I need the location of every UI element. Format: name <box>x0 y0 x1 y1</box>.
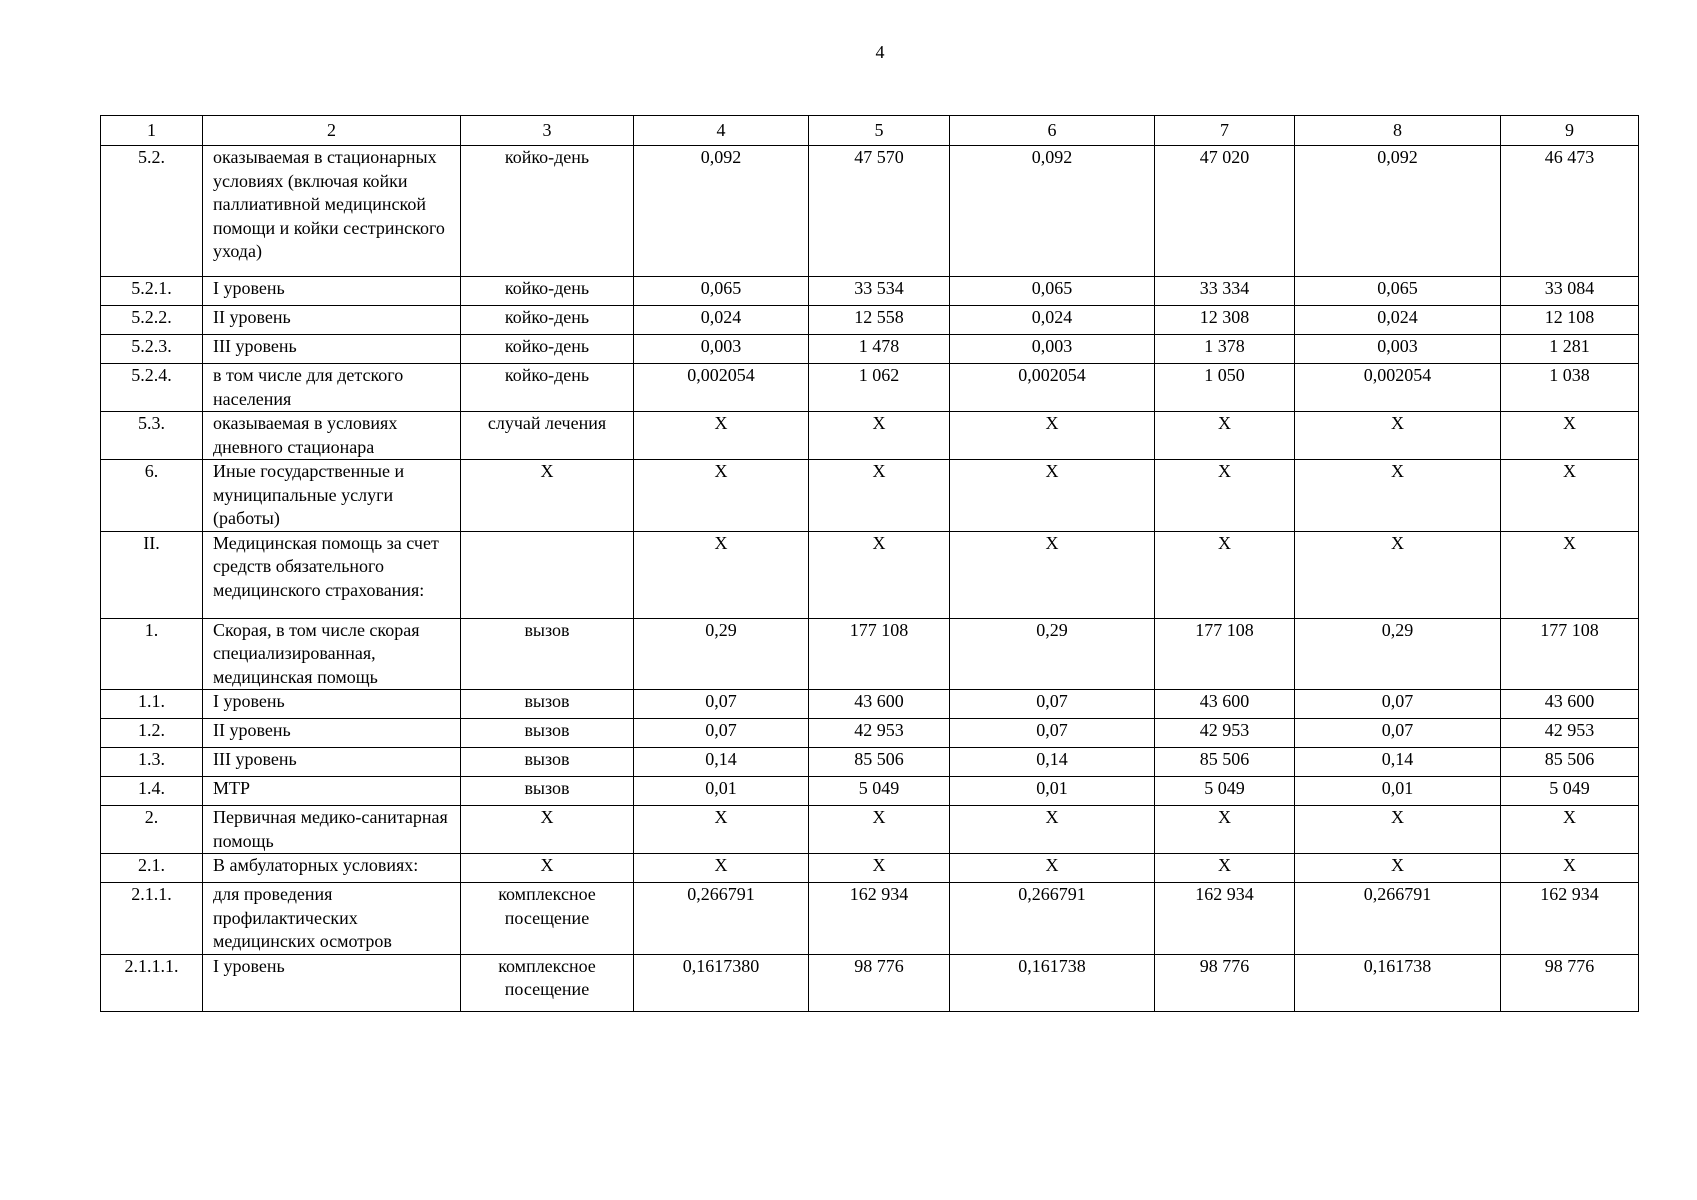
column-header: 9 <box>1501 116 1639 146</box>
row-value-cell: 0,024 <box>634 306 809 335</box>
row-value-cell: 1 038 <box>1501 364 1639 412</box>
row-value-cell: 162 934 <box>1501 883 1639 955</box>
row-value-cell: 0,29 <box>634 618 809 690</box>
row-number-cell: 1. <box>101 618 203 690</box>
row-value-cell: 0,266791 <box>634 883 809 955</box>
row-name-cell: I уровень <box>203 690 461 719</box>
row-value-cell: 85 506 <box>809 748 950 777</box>
row-value-cell: 0,1617380 <box>634 954 809 1011</box>
row-number-cell: 5.3. <box>101 412 203 460</box>
row-unit-cell: койко-день <box>461 277 634 306</box>
row-value-cell: 0,01 <box>950 777 1155 806</box>
row-value-cell: 42 953 <box>1155 719 1295 748</box>
table-row <box>101 460 1639 532</box>
row-value-cell: X <box>634 412 809 460</box>
row-name-cell: II уровень <box>203 306 461 335</box>
row-value-cell: 0,161738 <box>950 954 1155 1011</box>
row-value-cell: 0,07 <box>1295 690 1501 719</box>
row-value-cell: 0,14 <box>950 748 1155 777</box>
table-row <box>101 777 1639 806</box>
row-name-cell: III уровень <box>203 748 461 777</box>
row-value-cell: X <box>1155 531 1295 618</box>
row-value-cell: 46 473 <box>1501 146 1639 277</box>
row-name-cell: в том числе для детского населения <box>203 364 461 412</box>
row-unit-cell: койко-день <box>461 364 634 412</box>
table-row <box>101 954 1639 1011</box>
column-header: 1 <box>101 116 203 146</box>
row-value-cell: 1 281 <box>1501 335 1639 364</box>
row-value-cell: 43 600 <box>809 690 950 719</box>
row-value-cell: 177 108 <box>1155 618 1295 690</box>
row-value-cell: 1 478 <box>809 335 950 364</box>
row-value-cell: X <box>809 531 950 618</box>
row-number-cell: 2.1.1. <box>101 883 203 955</box>
row-value-cell: 1 050 <box>1155 364 1295 412</box>
row-value-cell: X <box>634 531 809 618</box>
row-unit-cell: X <box>461 460 634 532</box>
row-value-cell: 5 049 <box>1155 777 1295 806</box>
table-row <box>101 335 1639 364</box>
row-unit-cell <box>461 531 634 618</box>
row-value-cell: X <box>634 806 809 854</box>
row-value-cell: X <box>1155 806 1295 854</box>
row-value-cell: 0,07 <box>634 690 809 719</box>
row-value-cell: 177 108 <box>1501 618 1639 690</box>
row-value-cell: 162 934 <box>1155 883 1295 955</box>
table-row <box>101 364 1639 412</box>
row-value-cell: 0,01 <box>1295 777 1501 806</box>
row-unit-cell: койко-день <box>461 335 634 364</box>
row-name-cell: III уровень <box>203 335 461 364</box>
row-value-cell: 162 934 <box>809 883 950 955</box>
row-value-cell: X <box>1155 854 1295 883</box>
row-unit-cell: X <box>461 806 634 854</box>
row-number-cell: 1.1. <box>101 690 203 719</box>
row-number-cell: II. <box>101 531 203 618</box>
table-row <box>101 306 1639 335</box>
row-unit-cell: комплексное посещение <box>461 883 634 955</box>
row-name-cell: оказываемая в стационарных условиях (включая койки паллиативной медицинской помощи и койки сестринского ухода) <box>203 146 461 277</box>
row-name-cell: оказываемая в условиях дневного стационара <box>203 412 461 460</box>
row-value-cell: 0,092 <box>950 146 1155 277</box>
row-value-cell: 0,024 <box>1295 306 1501 335</box>
row-number-cell: 2. <box>101 806 203 854</box>
column-header: 2 <box>203 116 461 146</box>
row-number-cell: 1.3. <box>101 748 203 777</box>
row-value-cell: 12 308 <box>1155 306 1295 335</box>
row-value-cell: 0,065 <box>634 277 809 306</box>
row-value-cell: X <box>634 460 809 532</box>
row-value-cell: 0,002054 <box>1295 364 1501 412</box>
row-value-cell: 0,003 <box>634 335 809 364</box>
row-value-cell: X <box>809 412 950 460</box>
row-value-cell: 0,024 <box>950 306 1155 335</box>
row-name-cell: Первичная медико-санитарная помощь <box>203 806 461 854</box>
row-value-cell: 177 108 <box>809 618 950 690</box>
row-value-cell: 0,161738 <box>1295 954 1501 1011</box>
row-name-cell: Скорая, в том числе скорая специализированная, медицинская помощь <box>203 618 461 690</box>
row-name-cell: I уровень <box>203 954 461 1011</box>
row-value-cell: X <box>1501 854 1639 883</box>
row-value-cell: 98 776 <box>809 954 950 1011</box>
row-number-cell: 2.1.1.1. <box>101 954 203 1011</box>
row-value-cell: 0,266791 <box>950 883 1155 955</box>
row-value-cell: 85 506 <box>1501 748 1639 777</box>
row-value-cell: 0,065 <box>950 277 1155 306</box>
row-value-cell: 0,07 <box>1295 719 1501 748</box>
row-unit-cell: комплексное посещение <box>461 954 634 1011</box>
table-row <box>101 719 1639 748</box>
column-header: 4 <box>634 116 809 146</box>
row-value-cell: 0,065 <box>1295 277 1501 306</box>
row-value-cell: 98 776 <box>1155 954 1295 1011</box>
row-unit-cell: койко-день <box>461 306 634 335</box>
row-value-cell: X <box>809 806 950 854</box>
row-value-cell: 0,14 <box>634 748 809 777</box>
table-row <box>101 618 1639 690</box>
row-value-cell: X <box>1295 460 1501 532</box>
row-number-cell: 5.2.1. <box>101 277 203 306</box>
row-value-cell: 1 062 <box>809 364 950 412</box>
row-name-cell: II уровень <box>203 719 461 748</box>
table-row <box>101 806 1639 854</box>
row-value-cell: 0,29 <box>1295 618 1501 690</box>
row-name-cell: I уровень <box>203 277 461 306</box>
row-value-cell: 0,002054 <box>950 364 1155 412</box>
row-value-cell: 43 600 <box>1155 690 1295 719</box>
row-value-cell: 42 953 <box>1501 719 1639 748</box>
table-row <box>101 854 1639 883</box>
row-name-cell: для проведения профилактических медицинских осмотров <box>203 883 461 955</box>
row-value-cell: 5 049 <box>809 777 950 806</box>
row-number-cell: 6. <box>101 460 203 532</box>
row-value-cell: 0,29 <box>950 618 1155 690</box>
row-name-cell: Медицинская помощь за счет средств обязательного медицинского страхования: <box>203 531 461 618</box>
row-name-cell: МТР <box>203 777 461 806</box>
row-value-cell: X <box>1295 412 1501 460</box>
table-header-row <box>101 116 1639 146</box>
row-value-cell: 0,092 <box>1295 146 1501 277</box>
row-value-cell: 0,01 <box>634 777 809 806</box>
row-value-cell: X <box>634 854 809 883</box>
row-value-cell: X <box>1501 531 1639 618</box>
row-unit-cell: случай лечения <box>461 412 634 460</box>
row-value-cell: X <box>950 854 1155 883</box>
row-value-cell: X <box>1155 460 1295 532</box>
column-header: 5 <box>809 116 950 146</box>
row-value-cell: 47 020 <box>1155 146 1295 277</box>
row-value-cell: X <box>1501 806 1639 854</box>
table-row <box>101 531 1639 618</box>
row-value-cell: 12 558 <box>809 306 950 335</box>
row-value-cell: X <box>1295 531 1501 618</box>
row-value-cell: 1 378 <box>1155 335 1295 364</box>
row-unit-cell: вызов <box>461 748 634 777</box>
row-value-cell: X <box>1501 412 1639 460</box>
row-value-cell: 33 534 <box>809 277 950 306</box>
row-number-cell: 1.2. <box>101 719 203 748</box>
row-number-cell: 5.2.3. <box>101 335 203 364</box>
row-number-cell: 5.2. <box>101 146 203 277</box>
row-value-cell: X <box>1295 806 1501 854</box>
row-value-cell: 43 600 <box>1501 690 1639 719</box>
row-value-cell: X <box>950 412 1155 460</box>
row-unit-cell: вызов <box>461 690 634 719</box>
row-unit-cell: вызов <box>461 618 634 690</box>
row-unit-cell: вызов <box>461 777 634 806</box>
row-unit-cell: койко-день <box>461 146 634 277</box>
row-value-cell: 33 334 <box>1155 277 1295 306</box>
row-value-cell: 5 049 <box>1501 777 1639 806</box>
row-value-cell: 0,003 <box>1295 335 1501 364</box>
row-unit-cell: вызов <box>461 719 634 748</box>
row-value-cell: X <box>950 806 1155 854</box>
table-row <box>101 277 1639 306</box>
row-unit-cell: X <box>461 854 634 883</box>
row-name-cell: Иные государственные и муниципальные услуги (работы) <box>203 460 461 532</box>
column-header: 8 <box>1295 116 1501 146</box>
row-value-cell: X <box>809 854 950 883</box>
row-value-cell: 42 953 <box>809 719 950 748</box>
row-value-cell: 0,092 <box>634 146 809 277</box>
table-row <box>101 883 1639 955</box>
table-row <box>101 146 1639 277</box>
column-header: 6 <box>950 116 1155 146</box>
row-value-cell: 0,07 <box>950 719 1155 748</box>
row-value-cell: 0,002054 <box>634 364 809 412</box>
table-row <box>101 690 1639 719</box>
row-value-cell: 47 570 <box>809 146 950 277</box>
row-value-cell: X <box>1295 854 1501 883</box>
row-number-cell: 2.1. <box>101 854 203 883</box>
row-number-cell: 5.2.4. <box>101 364 203 412</box>
row-value-cell: 0,07 <box>634 719 809 748</box>
row-value-cell: 0,07 <box>950 690 1155 719</box>
row-value-cell: X <box>809 460 950 532</box>
column-header: 7 <box>1155 116 1295 146</box>
row-value-cell: 12 108 <box>1501 306 1639 335</box>
row-value-cell: 0,003 <box>950 335 1155 364</box>
row-value-cell: X <box>950 460 1155 532</box>
row-value-cell: X <box>1155 412 1295 460</box>
table-row <box>101 412 1639 460</box>
row-value-cell: 0,14 <box>1295 748 1501 777</box>
row-value-cell: X <box>950 531 1155 618</box>
row-value-cell: 98 776 <box>1501 954 1639 1011</box>
row-value-cell: 0,266791 <box>1295 883 1501 955</box>
row-name-cell: В амбулаторных условиях: <box>203 854 461 883</box>
row-value-cell: X <box>1501 460 1639 532</box>
row-value-cell: 85 506 <box>1155 748 1295 777</box>
page-number: 4 <box>875 42 885 62</box>
data-table <box>100 115 1639 1012</box>
row-number-cell: 1.4. <box>101 777 203 806</box>
column-header: 3 <box>461 116 634 146</box>
row-number-cell: 5.2.2. <box>101 306 203 335</box>
row-value-cell: 33 084 <box>1501 277 1639 306</box>
table-row <box>101 748 1639 777</box>
